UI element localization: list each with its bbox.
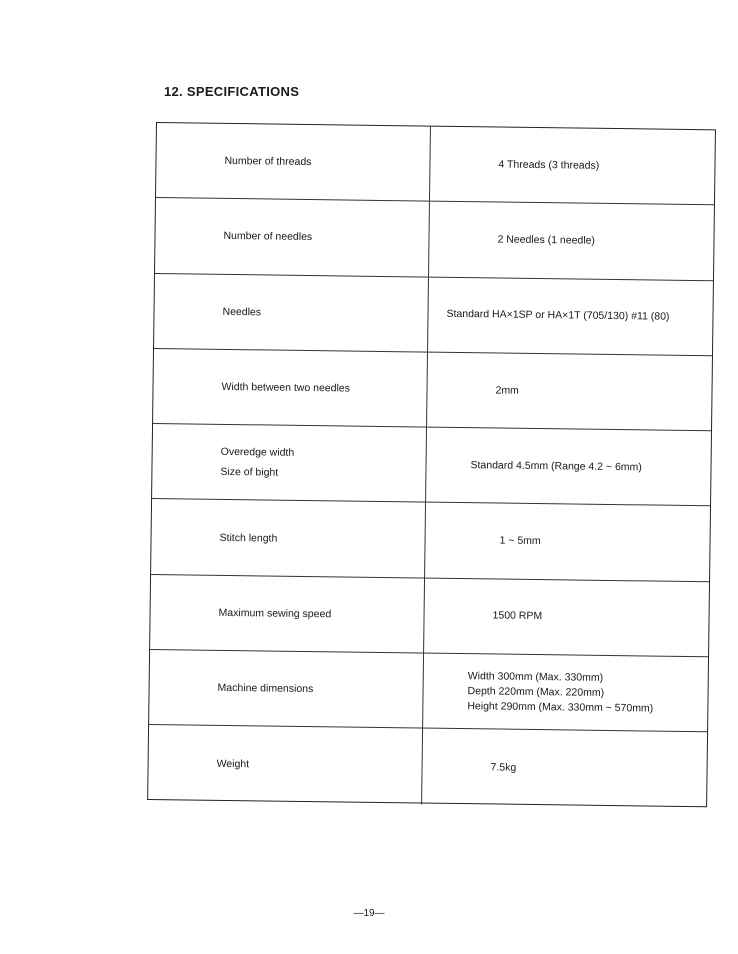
- spec-value: [424, 578, 709, 656]
- spec-label: [152, 424, 427, 502]
- spec-label: [149, 650, 424, 728]
- spec-row-number-of-threads: [156, 123, 715, 206]
- spec-label-text: Needles: [222, 305, 262, 319]
- spec-label: [155, 198, 430, 276]
- spec-row-needles: [154, 274, 713, 357]
- spec-label-text: Number of needles: [223, 230, 313, 244]
- spec-label: [150, 575, 425, 653]
- spec-label: [156, 123, 431, 201]
- page-number: —19—: [353, 908, 385, 919]
- spec-value-text: Standard 4.5mm (Range 4.2 ~ 6mm): [470, 458, 642, 474]
- spec-value: [427, 352, 712, 430]
- spec-value-text: Height 290mm (Max. 330mm ~ 570mm): [467, 699, 654, 715]
- spec-label-text: Maximum sewing speed: [218, 606, 332, 621]
- spec-row-number-of-needles: [155, 198, 714, 281]
- spec-value-text: 7.5kg: [490, 760, 517, 774]
- spec-value-text: 4 Threads (3 threads): [498, 158, 600, 172]
- spec-label-text: Size of bight: [220, 466, 279, 479]
- spec-label-text: Stitch length: [219, 531, 278, 545]
- spec-row-overedge-width: [152, 424, 711, 507]
- spec-row-stitch-length: [151, 499, 710, 582]
- spec-label: [153, 349, 428, 427]
- spec-row-machine-dimensions: [149, 650, 708, 733]
- spec-value: [425, 503, 710, 581]
- spec-label-text: Width between two needles: [221, 380, 351, 395]
- spec-row-width-between-two-needles: [153, 349, 712, 432]
- spec-value: [429, 202, 714, 280]
- spec-value: [428, 277, 713, 355]
- spec-label-text: Number of threads: [224, 155, 312, 169]
- specifications-table: [147, 122, 716, 807]
- spec-label: [148, 725, 423, 804]
- spec-value-text: Depth 220mm (Max. 220mm): [467, 684, 605, 699]
- spec-row-maximum-sewing-speed: [150, 575, 709, 658]
- spec-label: [154, 274, 429, 352]
- spec-label-text: Weight: [216, 757, 250, 771]
- spec-value: [426, 428, 711, 506]
- spec-value-text: Standard HA×1SP or HA×1T (705/130) #11 (80): [446, 308, 670, 323]
- spec-value-text: 1 ~ 5mm: [499, 534, 541, 548]
- spec-value: [423, 654, 708, 732]
- section-title: 12. SPECIFICATIONS: [164, 84, 300, 99]
- spec-label-text: Machine dimensions: [217, 682, 314, 696]
- spec-value-text: 2 Needles (1 needle): [497, 233, 596, 247]
- spec-label-text: Overedge width: [220, 446, 295, 460]
- spec-value-text: 1500 RPM: [492, 609, 543, 623]
- spec-value: [430, 127, 715, 205]
- spec-value-text: 2mm: [495, 383, 519, 397]
- spec-label: [151, 499, 426, 577]
- spec-row-weight: [148, 725, 707, 808]
- spec-value: [422, 729, 707, 808]
- spec-value-text: Width 300mm (Max. 330mm): [467, 669, 604, 684]
